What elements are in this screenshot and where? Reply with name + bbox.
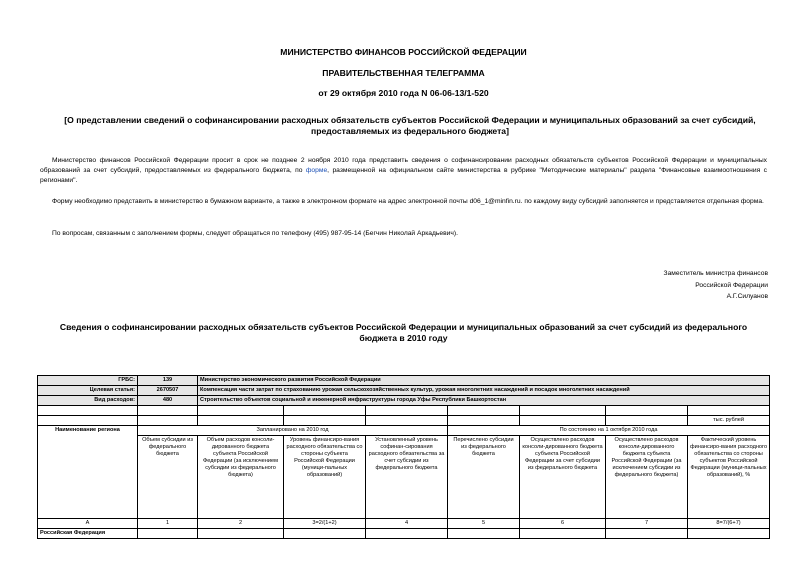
signature-country: Российской Федерации bbox=[695, 281, 768, 289]
cofinancing-table bbox=[37, 375, 770, 539]
grbs-name: Министерство экономического развития Российской Федерации bbox=[198, 376, 770, 386]
blank-cell bbox=[38, 416, 138, 426]
blank-cell bbox=[138, 416, 198, 426]
blank-cell bbox=[284, 406, 366, 416]
table-title: Сведения о софинансировании расходных обязательств субъектов Российской Федерации и муниципальных образований за счет субсидий из федерального бюджета в 2010 году bbox=[59, 322, 748, 343]
column-header: Фактический уровень финансиро-вания расходного обязательства со стороны субъектов Российской Федерации (муници-пальных образований), % bbox=[688, 436, 770, 519]
article-label: Целевая статья: bbox=[38, 386, 138, 396]
blank-cell bbox=[448, 406, 520, 416]
column-header: Осуществлено расходов консоли-дированного бюджета субъекта Российской Федерации (за исключением субсидии из федерального бюджета) bbox=[606, 436, 688, 519]
blank-cell bbox=[366, 406, 448, 416]
column-number: А bbox=[38, 519, 138, 529]
blank-cell bbox=[138, 406, 198, 416]
grbs-code: 139 bbox=[138, 376, 198, 386]
paragraph-request bbox=[40, 156, 767, 186]
expense-label: Вид расходов: bbox=[38, 396, 138, 406]
blank-cell bbox=[366, 529, 448, 539]
column-header: Объем субсидии из федерального бюджета bbox=[138, 436, 198, 519]
document-type-heading: ПРАВИТЕЛЬСТВЕННАЯ ТЕЛЕГРАММА bbox=[322, 68, 485, 78]
planned-header: Запланировано на 2010 год bbox=[138, 426, 448, 436]
signature-block bbox=[568, 268, 768, 303]
column-number: 1 bbox=[138, 519, 198, 529]
column-header: Перечислено субсидии из федерального бюджета bbox=[448, 436, 520, 519]
expense-name: Строительство объектов социальной и инженерной инфраструктуры города Уфы Республики Башкортостан bbox=[198, 396, 770, 406]
blank-cell bbox=[606, 529, 688, 539]
table-row-blank bbox=[38, 406, 770, 416]
blank-cell bbox=[688, 406, 770, 416]
grbs-label: ГРБС: bbox=[38, 376, 138, 386]
column-number: 5 bbox=[448, 519, 520, 529]
unit-label: тыс. рублей bbox=[688, 416, 770, 426]
signature-position: Заместитель министра финансов bbox=[663, 270, 768, 277]
actual-header: По состоянию на 1 октября 2010 года bbox=[448, 426, 770, 436]
blank-cell bbox=[448, 529, 520, 539]
table-row-russia bbox=[38, 529, 770, 539]
column-header: Уровень финансиро-вания расходного обязательства со стороны субъекта Российской Федерации (муници-пальных образований) bbox=[284, 436, 366, 519]
paragraph-request-text-2: , размещенной на официальном сайте министерства в рубрике "Методические материалы" раздела "Финансовые взаимоотношения с регионами". bbox=[40, 167, 767, 184]
blank-cell bbox=[520, 406, 606, 416]
blank-cell bbox=[366, 416, 448, 426]
table-row-expense bbox=[38, 396, 770, 406]
region-name: Российская Федерация bbox=[38, 529, 138, 539]
table-row-numbers bbox=[38, 519, 770, 529]
table-row-unit bbox=[38, 416, 770, 426]
blank-cell bbox=[606, 416, 688, 426]
blank-cell bbox=[520, 529, 606, 539]
column-number: 6 bbox=[520, 519, 606, 529]
table-row-article bbox=[38, 386, 770, 396]
paragraph-format: Форму необходимо представить в министерство в бумажном варианте, а также в электронном формате на адрес электронной почты d06_1@minfin.ru. по каждому виду субсидий заполняется и представляется отдельная форма. bbox=[52, 198, 764, 205]
table-row-group-header bbox=[38, 426, 770, 436]
column-number: 4 bbox=[366, 519, 448, 529]
table-row-grbs bbox=[38, 376, 770, 386]
column-number: 7 bbox=[606, 519, 688, 529]
blank-cell bbox=[198, 529, 284, 539]
ministry-heading: МИНИСТЕРСТВО ФИНАНСОВ РОССИЙСКОЙ ФЕДЕРАЦИИ bbox=[280, 47, 527, 57]
column-number: 8=7/(6+7) bbox=[688, 519, 770, 529]
subject-heading: [О представлении сведений о софинансировании расходных обязательств субъектов Российской Федерации и муниципальных образований за счет субсидий, предоставляемых из федерального бюджета] bbox=[64, 115, 756, 136]
column-header: Установленный уровень софинан-сирования расходного обязательства за счет субсидии из федерального бюджета bbox=[366, 436, 448, 519]
paragraph-contact: По вопросам, связанным с заполнением формы, следует обращаться по телефону (495) 987-95-14 (Бегчин Николай Аркадьевич). bbox=[52, 230, 458, 237]
blank-cell bbox=[198, 416, 284, 426]
blank-cell bbox=[606, 406, 688, 416]
article-name: Компенсация части затрат по страхованию урожая сельскохозяйственных культур, урожая многолетних насаждений и посадок многолетних насаждений bbox=[198, 386, 770, 396]
table-row-column-headers bbox=[38, 436, 770, 519]
column-header: Осуществлено расходов консоли-дированного бюджета субъекта Российской Федерации за счет субсидии из федерального бюджета bbox=[520, 436, 606, 519]
blank-cell bbox=[520, 416, 606, 426]
form-link[interactable]: форме bbox=[305, 167, 328, 174]
blank-cell bbox=[448, 416, 520, 426]
article-code: 2670507 bbox=[138, 386, 198, 396]
blank-cell bbox=[38, 406, 138, 416]
blank-cell bbox=[138, 529, 198, 539]
blank-cell bbox=[198, 406, 284, 416]
paragraph-request-text-1: Министерство финансов Российской Федерации просит в срок не позднее 2 ноября 2010 года представить сведения о софинансировании расходных обязательств субъектов Российской Федерации и муниципальных образований за счет субсидий, предоставляемых из федерального бюджета, по bbox=[40, 157, 767, 174]
blank-cell bbox=[688, 529, 770, 539]
blank-cell bbox=[284, 416, 366, 426]
column-number: 2 bbox=[198, 519, 284, 529]
column-header: Объем расходов консоли-дированного бюджета субъекта Российской Федерации (за исключением субсидии из федерального бюджета) bbox=[198, 436, 284, 519]
signature-name: А.Г.Силуанов bbox=[726, 293, 768, 300]
region-header: Наименование региона bbox=[38, 426, 138, 519]
date-number-heading: от 29 октября 2010 года N 06-06-13/1-520 bbox=[318, 88, 489, 98]
expense-code: 480 bbox=[138, 396, 198, 406]
blank-cell bbox=[284, 529, 366, 539]
column-number: 3=2/(1+2) bbox=[284, 519, 366, 529]
